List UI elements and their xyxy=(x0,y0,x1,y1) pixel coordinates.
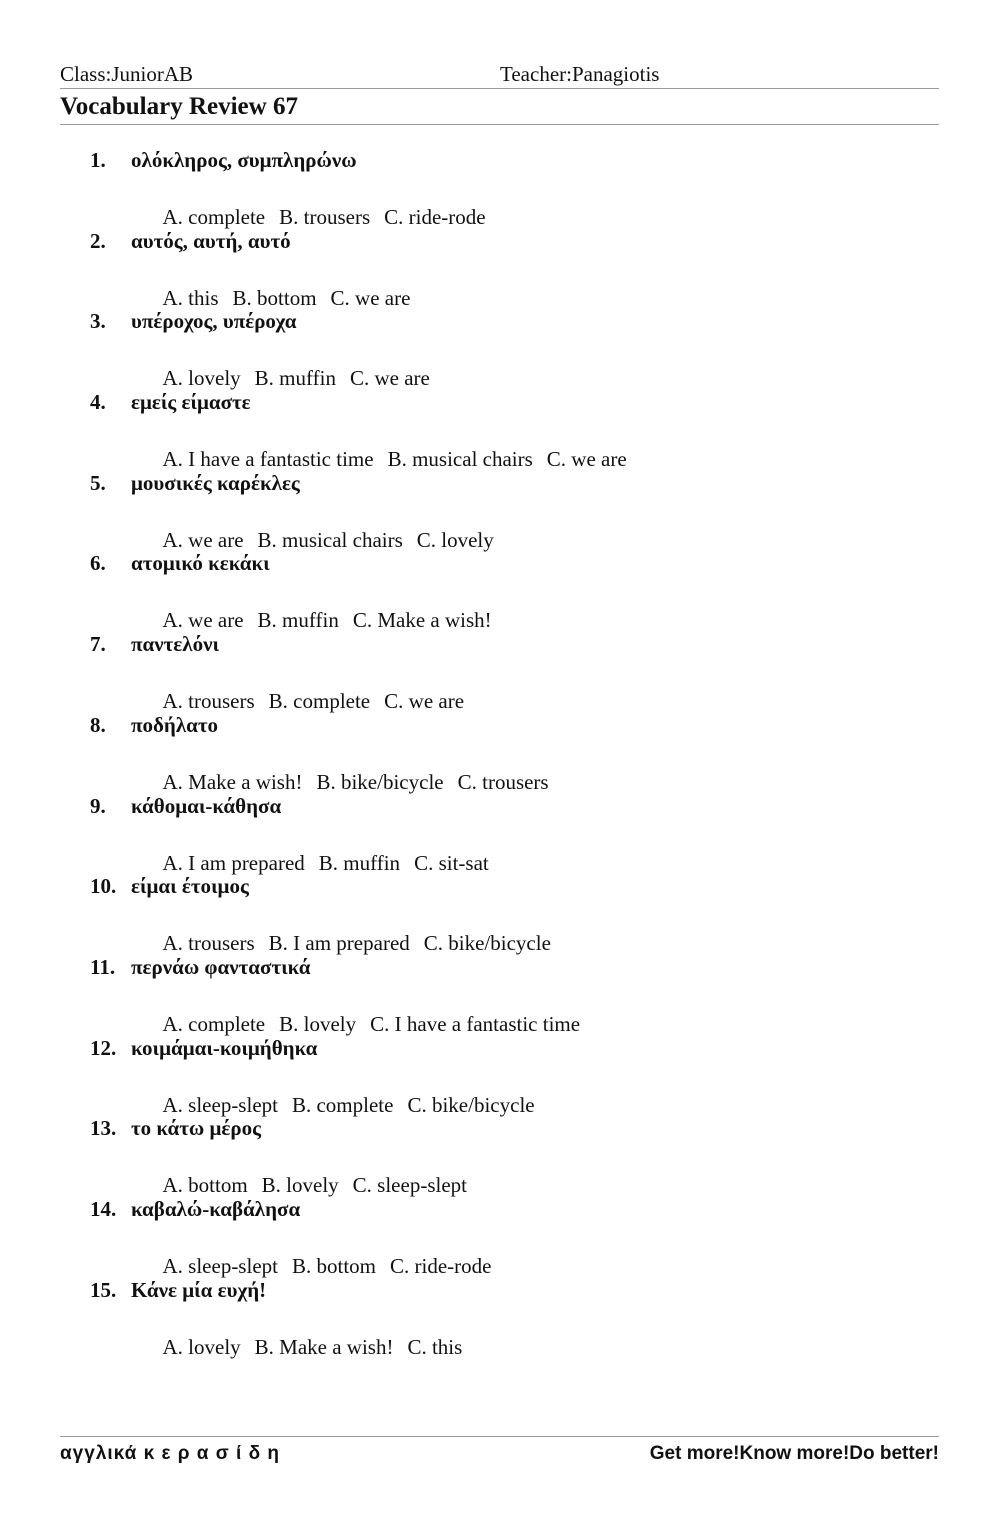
option-c[interactable]: C. we are xyxy=(349,366,430,391)
question-item xyxy=(0,309,1000,390)
option-c[interactable]: C. bike/bicycle xyxy=(407,1092,535,1117)
question-item xyxy=(0,1278,1000,1359)
question-list xyxy=(0,148,1000,1358)
option-b[interactable]: B. trousers xyxy=(279,205,371,229)
question-number: 1. xyxy=(90,148,106,172)
option-a[interactable]: A. trousers xyxy=(162,931,255,956)
question-prompt: εμείς είμαστε xyxy=(131,390,251,415)
option-c[interactable]: C. ride-rode xyxy=(390,1253,492,1278)
question-item xyxy=(0,148,1000,229)
option-b[interactable]: B. musical chairs xyxy=(257,527,403,552)
question-prompt: αυτός, αυτή, αυτό xyxy=(131,228,291,253)
question-number: 15. xyxy=(90,1277,117,1302)
option-a[interactable]: A. I have a fantastic time xyxy=(162,447,374,472)
option-c[interactable]: C. lovely xyxy=(416,527,494,552)
option-a[interactable]: A. this xyxy=(162,285,219,310)
question-item xyxy=(0,390,1000,471)
question-item xyxy=(0,229,1000,310)
question-number: 7. xyxy=(90,632,106,657)
footer-slogan: Get more!Know more!Do better! xyxy=(649,1443,939,1464)
option-a[interactable]: A. we are xyxy=(162,527,244,552)
option-b[interactable]: B. lovely xyxy=(279,1011,357,1036)
option-b[interactable]: B. bike/bicycle xyxy=(316,769,444,794)
page-title: Vocabulary Review 67 xyxy=(60,93,298,120)
question-prompt: ποδήλατο xyxy=(131,712,219,737)
question-item xyxy=(0,471,1000,552)
question-number: 4. xyxy=(90,390,106,415)
question-prompt: υπέροχος, υπέροχα xyxy=(131,309,297,334)
option-c[interactable]: C. we are xyxy=(330,285,411,310)
option-c[interactable]: C. bike/bicycle xyxy=(423,931,551,956)
option-a[interactable]: A. sleep-slept xyxy=(162,1253,278,1278)
question-item xyxy=(0,874,1000,955)
footer xyxy=(60,1436,939,1477)
option-b[interactable]: B. muffin xyxy=(318,850,401,875)
option-a[interactable]: A. lovely xyxy=(162,366,241,391)
option-a[interactable]: A. we are xyxy=(162,608,244,633)
option-b[interactable]: B. muffin xyxy=(254,366,336,391)
question-number: 3. xyxy=(90,309,106,334)
footer-brand: αγγλικά κ ε ρ α σ ί δ η xyxy=(60,1443,280,1464)
title-row xyxy=(60,90,939,125)
option-b[interactable]: B. muffin xyxy=(257,608,339,633)
option-b[interactable]: B. bottom xyxy=(232,285,317,310)
question-item xyxy=(0,632,1000,713)
question-number: 13. xyxy=(90,1116,117,1141)
option-b[interactable]: B. complete xyxy=(291,1092,394,1117)
question-item xyxy=(0,1036,1000,1117)
option-b[interactable]: B. lovely xyxy=(261,1173,339,1198)
option-c[interactable]: C. ride-rode xyxy=(384,205,486,229)
option-a[interactable]: A. trousers xyxy=(162,689,255,714)
question-number: 6. xyxy=(90,551,106,576)
question-number: 14. xyxy=(90,1196,117,1221)
question-prompt: είμαι έτοιμος xyxy=(131,874,249,899)
question-prompt: κάθομαι-κάθησα xyxy=(131,793,282,818)
question-prompt: ολόκληρος, συμπληρώνω xyxy=(131,148,357,172)
teacher-label: Teacher:Panagiotis xyxy=(500,62,660,86)
option-c[interactable]: C. sit-sat xyxy=(414,850,489,875)
question-item xyxy=(0,1197,1000,1278)
option-c[interactable]: C. sleep-slept xyxy=(352,1173,467,1198)
question-number: 2. xyxy=(90,228,106,253)
question-number: 11. xyxy=(90,954,116,979)
option-a[interactable]: A. complete xyxy=(162,205,266,229)
question-prompt: περνάω φανταστικά xyxy=(131,954,311,979)
option-a[interactable]: A. sleep-slept xyxy=(162,1092,278,1117)
question-number: 12. xyxy=(90,1035,117,1060)
question-item xyxy=(0,794,1000,875)
question-number: 8. xyxy=(90,712,106,737)
question-number: 10. xyxy=(90,874,117,899)
option-c[interactable]: C. trousers xyxy=(457,769,549,794)
option-b[interactable]: B. Make a wish! xyxy=(254,1334,394,1359)
option-b[interactable]: B. complete xyxy=(268,689,371,714)
question-item xyxy=(0,955,1000,1036)
question-item xyxy=(0,1116,1000,1197)
option-a[interactable]: A. Make a wish! xyxy=(162,769,303,794)
question-prompt: ατομικό κεκάκι xyxy=(131,551,270,576)
option-a[interactable]: A. I am prepared xyxy=(162,850,305,875)
option-b[interactable]: B. musical chairs xyxy=(387,447,533,472)
option-b[interactable]: B. I am prepared xyxy=(268,931,410,956)
option-c[interactable]: C. Make a wish! xyxy=(352,608,492,633)
question-prompt: Κάνε μία ευχή! xyxy=(131,1277,267,1302)
class-label: Class:JuniorAB xyxy=(60,62,194,86)
question-prompt: παντελόνι xyxy=(131,632,219,657)
answer-options xyxy=(131,1310,476,1385)
option-c[interactable]: C. we are xyxy=(384,689,465,714)
question-prompt: καβαλώ-καβάλησα xyxy=(131,1196,301,1221)
option-c[interactable]: C. this xyxy=(407,1334,463,1359)
header-row xyxy=(60,60,939,89)
option-c[interactable]: C. we are xyxy=(546,447,627,472)
question-number: 5. xyxy=(90,470,106,495)
question-number: 9. xyxy=(90,793,106,818)
question-prompt: κοιμάμαι-κοιμήθηκα xyxy=(131,1035,318,1060)
question-prompt: το κάτω μέρος xyxy=(131,1116,261,1141)
option-a[interactable]: A. complete xyxy=(162,1011,266,1036)
question-prompt: μουσικές καρέκλες xyxy=(131,470,300,495)
option-b[interactable]: B. bottom xyxy=(291,1253,376,1278)
question-item xyxy=(0,551,1000,632)
option-a[interactable]: A. lovely xyxy=(162,1334,241,1359)
option-c[interactable]: C. I have a fantastic time xyxy=(370,1011,581,1036)
question-item xyxy=(0,713,1000,794)
option-a[interactable]: A. bottom xyxy=(162,1173,248,1198)
